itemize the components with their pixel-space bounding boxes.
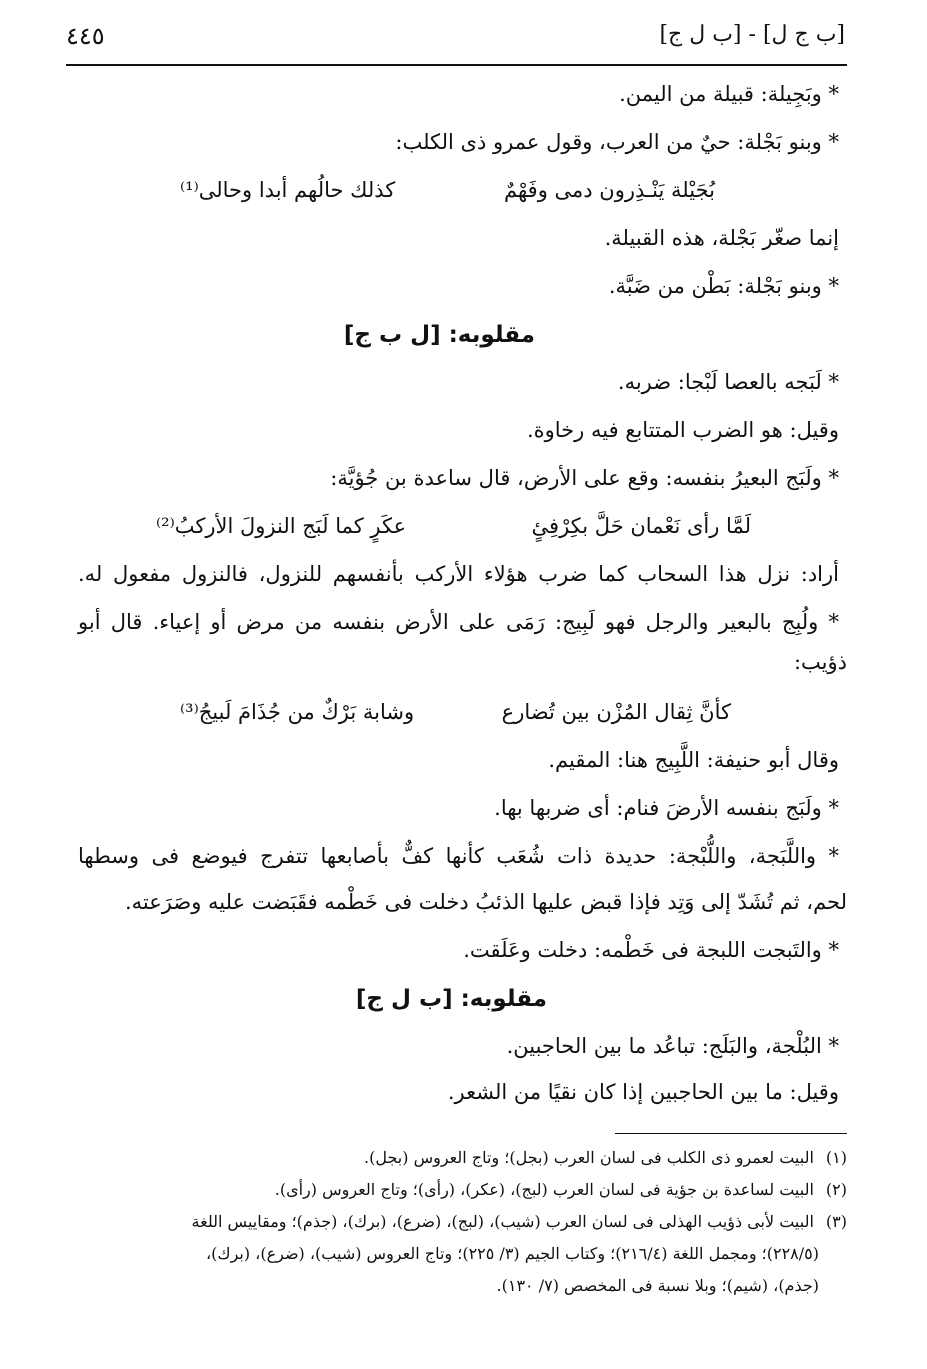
entry-line: * ولَبَج البعيرُ بنفسه: وقع على الأرض، قال ساعدة بن جُؤيَّة:	[330, 466, 839, 490]
section-heading: مقلوبه: [ب ل ج]	[355, 986, 547, 1012]
verse-hemistich-left: عكَرٍ كما لَبَج النزولَ الأركبُ⁽²⁾	[156, 514, 407, 538]
entry-line: * وبَجِيلة: قبيلة من اليمن.	[619, 82, 839, 106]
verse-hemistich-left: كذلك حالُهم أبدا وحالى⁽¹⁾	[180, 178, 396, 202]
entry-line: * لَبَجه بالعصا لَبْجا: ضربه.	[617, 370, 839, 394]
footnote-text: (جذم)، (شيم)؛ وبلا نسبة فى المخصص (٧/ ١٣٠).	[496, 1276, 819, 1295]
footnote-rule	[615, 1133, 847, 1134]
entry-line: أراد: نزل هذا السحاب كما ضرب هؤلاء الأركب بأنفسهم للنزول، فالنزول مفعول له.	[78, 562, 839, 586]
verse-hemistich-left: وشابة بَرْكٌ من جُذَامَ لَبيجُ⁽³⁾	[180, 700, 415, 724]
entry-line: وقيل: هو الضرب المتتابع فيه رخاوة.	[526, 418, 839, 442]
footnote-continuation	[206, 1244, 819, 1263]
footnote-text: (٢٢٨/٥)؛ ومجمل اللغة (٢١٦/٤)؛ وكتاب الجيم (٣/ ٢٢٥)؛ وتاج العروس (شيب)، (ضرع)، (برك)،	[205, 1244, 819, 1263]
entry-line: * وبنو بَجْلة: بَطْن من ضَبَّة.	[608, 274, 839, 298]
entry-line: لحم، ثم تُشَدّ إلى وَتِد فإذا قبض عليها الذئبُ دخلت فى خَطْمه فقَبَضت عليه وصَرَعته.	[125, 890, 847, 914]
entry-line: * والتَبجت اللبجة فى خَطْمه: دخلت وعَلَقت.	[463, 938, 839, 962]
running-header: [ب ج ل] - [ب ل ج]	[659, 22, 845, 47]
entry-line: إنما صغّر بَجْلة، هذه القبيلة.	[604, 226, 839, 250]
footnote-number: (١)	[825, 1148, 847, 1167]
entry-line: وقال أبو حنيفة: اللَّبِيج هنا: المقيم.	[548, 748, 839, 772]
footnote-text: البيت لأبى ذؤيب الهذلى فى لسان العرب (شيب)، (لبج)، (ضرع)، (برك)، (جذم)؛ ومقاييس اللغة	[191, 1212, 814, 1231]
verse-hemistich-right: لَمَّا رأى نَعْمان حَلَّ بكِرْفِئٍ	[531, 514, 751, 538]
footnote-number: (٣)	[825, 1212, 847, 1231]
footnote	[364, 1148, 847, 1167]
entry-line: * وبنو بَجْلة: حيٌ من العرب، وقول عمرو ذى الكلب:	[395, 130, 839, 154]
entry-line: * ولَبَج بنفسه الأرضَ فنام: أى ضربها بها.	[494, 796, 839, 820]
footnote-text: البيت لعمرو ذى الكلب فى لسان العرب (بجل)؛ وتاج العروس (بجل).	[364, 1148, 814, 1167]
entry-line: * البُلْجة، والبَلَج: تباعُد ما بين الحاجبين.	[506, 1034, 839, 1058]
section-heading: مقلوبه: [ل ب ج]	[343, 322, 535, 348]
header-rule	[66, 64, 847, 66]
entry-line: * ولُبِج بالبعير والرجل فهو لَبِيج: رَمَى على الأرض بنفسه من مرض أو إعياء. قال أبو	[78, 610, 839, 634]
entry-line: وقيل: ما بين الحاجبين إذا كان نقيًا من الشعر.	[447, 1080, 839, 1104]
footnote	[192, 1212, 847, 1231]
verse-hemistich-right: كأنَّ ثِقال المُزْن بين تُضارع	[501, 700, 731, 724]
entry-line: * واللَّبَجة، واللُّبْجة: حديدة ذات شُعَب كأنها كفٌّ بأصابعها تتفرج فيوضع فى وسطها	[78, 844, 839, 868]
page-number: ٤٤٥	[66, 22, 105, 50]
footnote-continuation	[497, 1276, 819, 1295]
verse-hemistich-right: بُجَيْلة يَنْـذِرون دمى وفَهْمٌ	[504, 178, 715, 202]
entry-line: ذؤيب:	[793, 650, 847, 674]
footnote-number: (٢)	[825, 1180, 847, 1199]
footnote-text: البيت لساعدة بن جؤية فى لسان العرب (لبج)، (عكر)، (رأى)؛ وتاج العروس (رأى).	[274, 1180, 814, 1199]
footnote	[275, 1180, 847, 1199]
